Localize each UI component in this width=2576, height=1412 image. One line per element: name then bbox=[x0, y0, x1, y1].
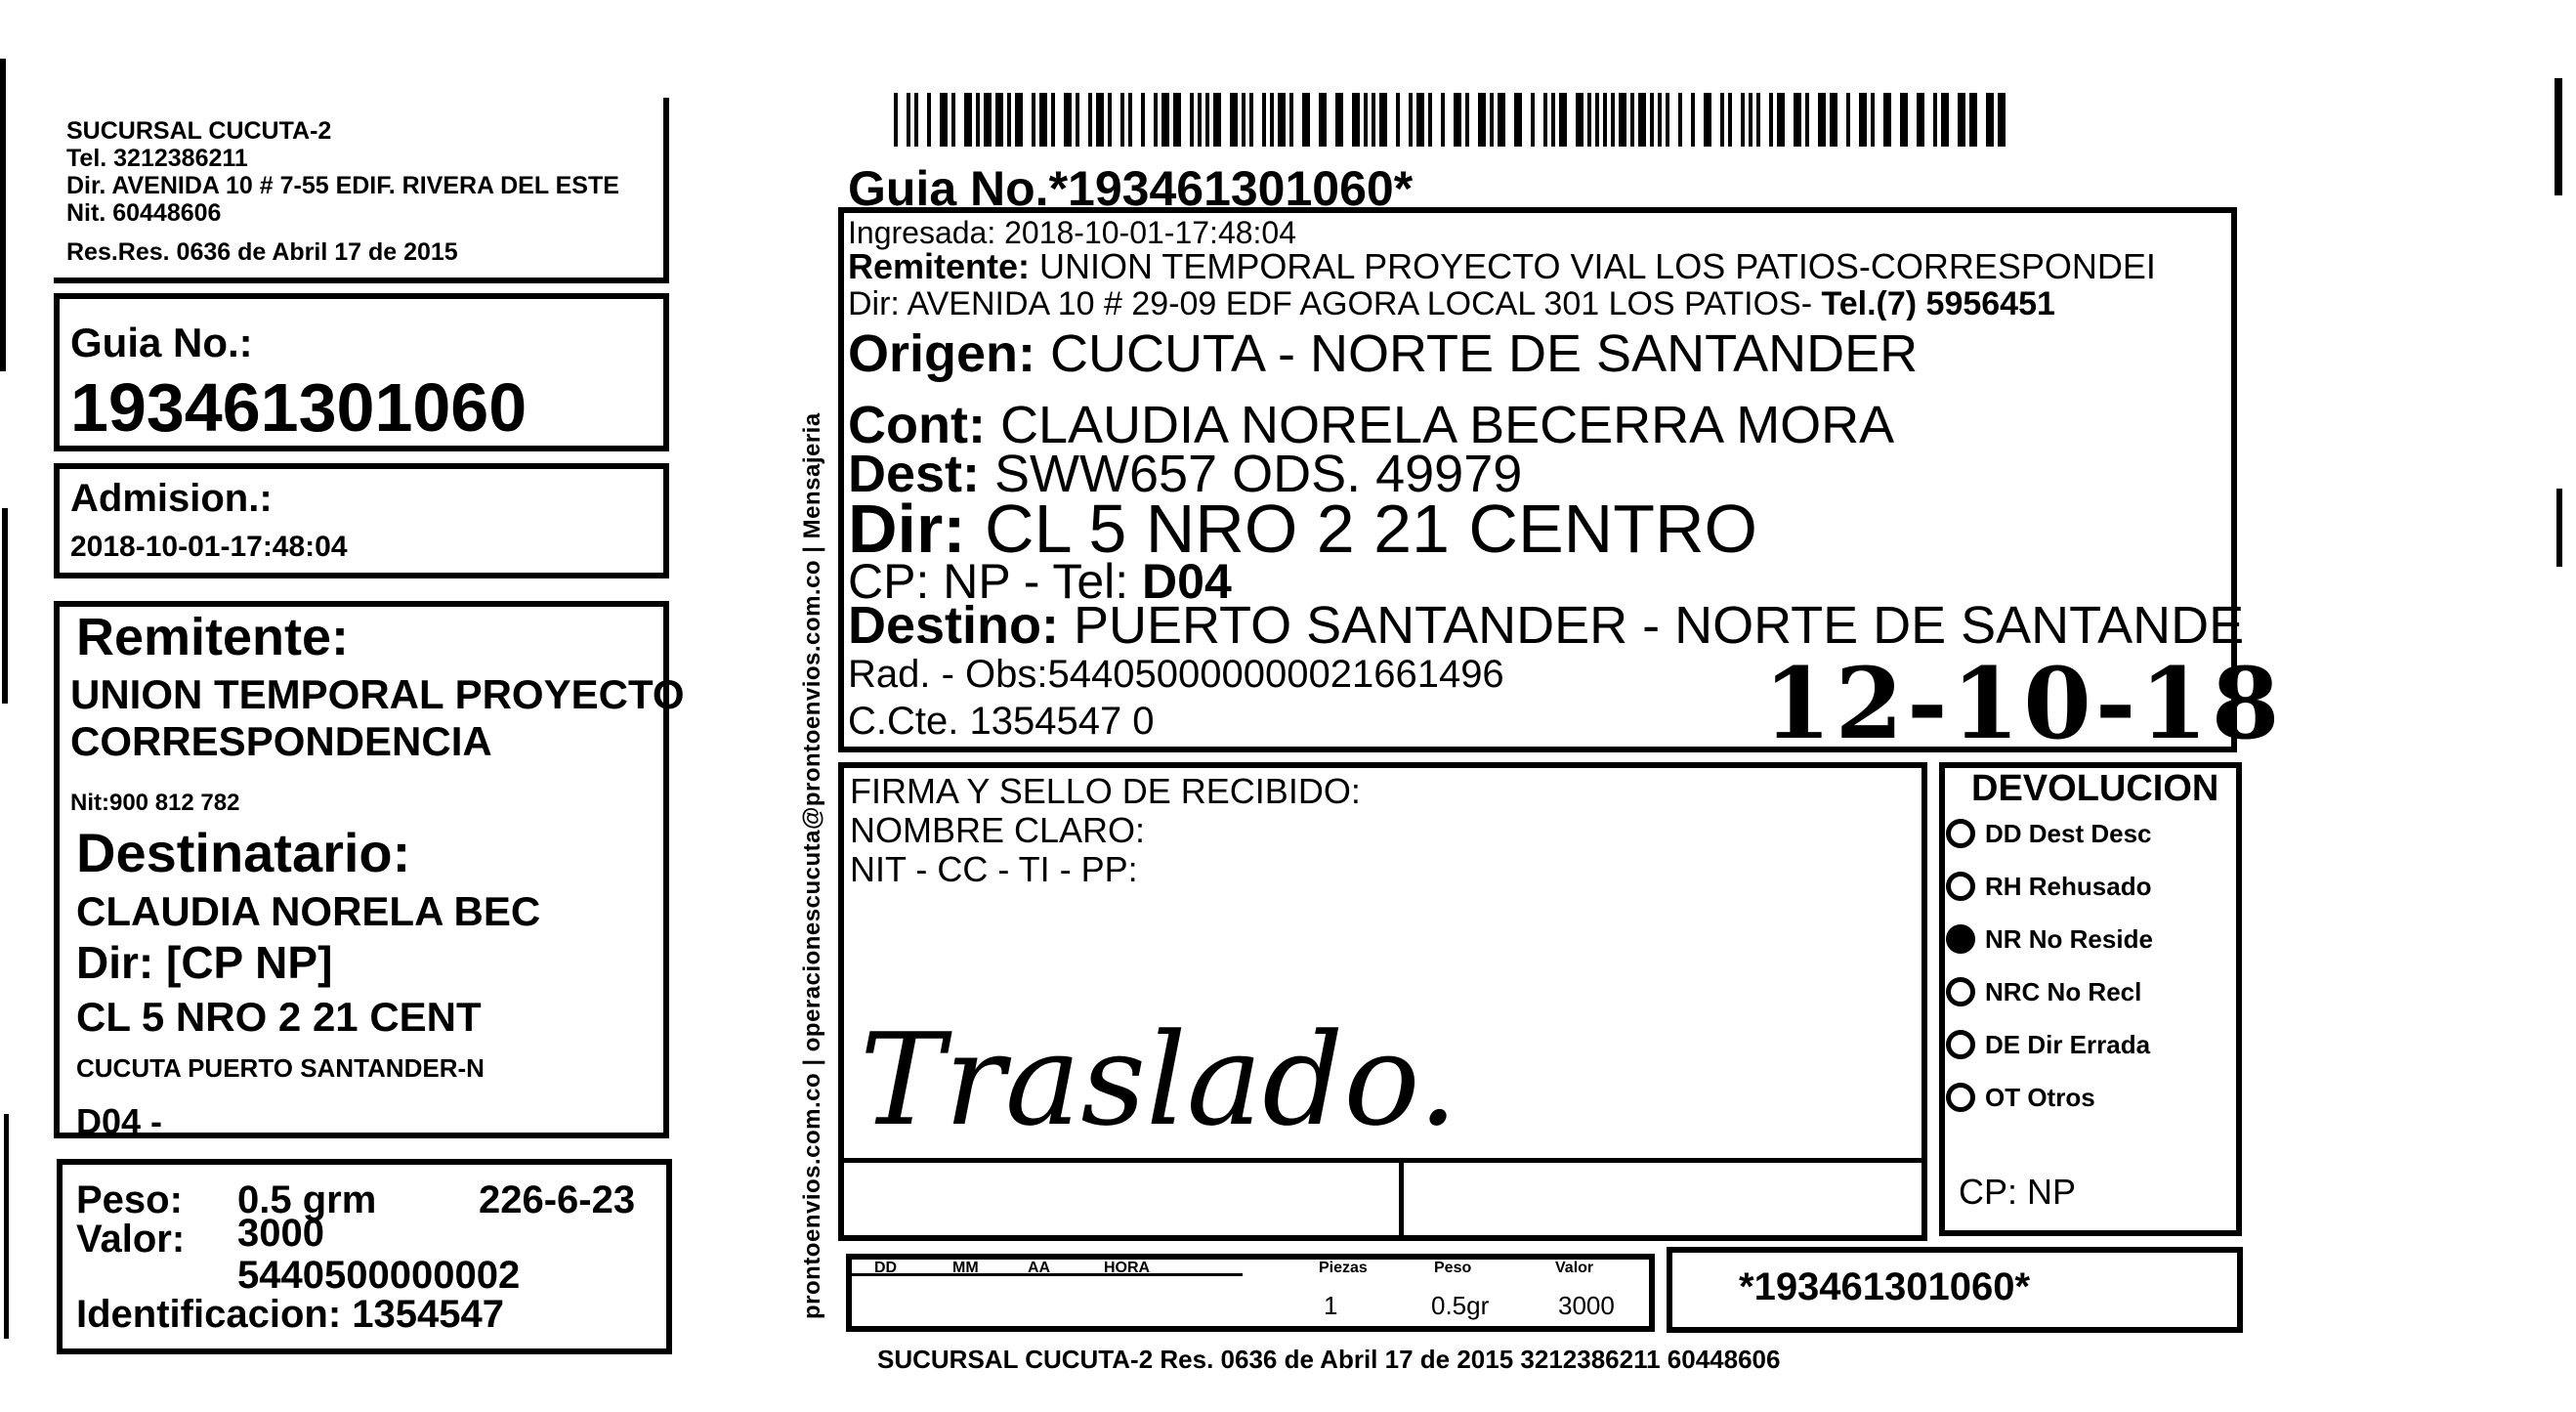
devolucion-option-label: NRC No Recl bbox=[1985, 977, 2142, 1006]
devolucion-radio bbox=[1946, 872, 1975, 901]
scan-edge-right bbox=[2555, 78, 2564, 664]
admision-label: Admision.: bbox=[70, 477, 273, 520]
table-header-dd: DD bbox=[874, 1260, 898, 1276]
destinatario-dir: Dir: [CP NP] bbox=[76, 937, 333, 988]
devolucion-option-label: RH Rehusado bbox=[1985, 872, 2152, 901]
dest-label: Dest: bbox=[848, 445, 981, 503]
remitente-label: Remitente: bbox=[76, 608, 350, 666]
peso-label: Peso: bbox=[76, 1178, 183, 1221]
destinatario-name: CLAUDIA NORELA BEC bbox=[76, 888, 541, 934]
table-header-piezas: Piezas bbox=[1319, 1260, 1368, 1276]
devolucion-title: DEVOLUCION bbox=[1971, 768, 2219, 809]
dest-value: SWW657 ODS. 49979 bbox=[980, 445, 1523, 503]
table-peso-value: 0.5gr bbox=[1431, 1291, 1490, 1320]
remitente-line1: UNION TEMPORAL PROYECTO bbox=[70, 671, 685, 717]
guia-label: Guia No.: bbox=[70, 320, 253, 365]
remitente-label-main: Remitente: bbox=[848, 249, 1031, 284]
firma-split-divider bbox=[1399, 1158, 1404, 1238]
origen-label: Origen: bbox=[848, 324, 1036, 383]
origen-row bbox=[848, 324, 1919, 383]
main-guia-title: Guia No.*193461301060* bbox=[848, 161, 1414, 216]
guia-number: 193461301060 bbox=[70, 369, 528, 446]
dir-remitente-row bbox=[848, 287, 2233, 321]
peso-value: 0.5 grm bbox=[237, 1178, 377, 1221]
devolucion-radio bbox=[1946, 1030, 1975, 1059]
destinatario-address: CL 5 NRO 2 21 CENT bbox=[76, 994, 482, 1040]
peso-ref: 5440500000002 bbox=[237, 1254, 521, 1297]
destinatario-label: Destinatario: bbox=[76, 822, 411, 883]
identificacion: Identificacion: 1354547 bbox=[76, 1293, 504, 1336]
table-valor-value: 3000 bbox=[1558, 1291, 1615, 1320]
remitente-row bbox=[848, 249, 2233, 284]
cont-row bbox=[848, 396, 1895, 454]
branch-name: SUCURSAL CUCUTA-2 bbox=[66, 117, 332, 145]
table-header-mm: MM bbox=[952, 1260, 979, 1276]
table-header-aa: AA bbox=[1028, 1260, 1051, 1276]
branch-resolution: Res.Res. 0636 de Abril 17 de 2015 bbox=[66, 238, 458, 266]
table-header-valor: Valor bbox=[1555, 1260, 1594, 1276]
peso-code: 226-6-23 bbox=[479, 1178, 636, 1221]
destinatario-city: CUCUTA PUERTO SANTANDER-N bbox=[76, 1053, 485, 1083]
admision-value: 2018-10-01-17:48:04 bbox=[70, 531, 348, 563]
footer-text: SUCURSAL CUCUTA-2 Res. 0636 de Abril 17 de 2015 3212386211 60448606 bbox=[877, 1345, 1781, 1374]
cont-value: CLAUDIA NORELA BECERRA MORA bbox=[985, 396, 1895, 454]
origen-value: CUCUTA - NORTE DE SANTANDER bbox=[1035, 324, 1919, 383]
handwritten-traslado: Traslado. bbox=[860, 1006, 1458, 1154]
remitente-line2: CORRESPONDENCIA bbox=[70, 718, 492, 764]
ingresada: Ingresada: 2018-10-01-17:48:04 bbox=[848, 215, 1297, 250]
firma-bottom-divider bbox=[844, 1158, 1924, 1163]
devolucion-option-label: DE Dir Errada bbox=[1985, 1030, 2151, 1059]
devolucion-radio bbox=[1946, 977, 1975, 1006]
destinatario-phone: D04 - bbox=[76, 1101, 163, 1141]
table-header-hora: HORA bbox=[1104, 1260, 1151, 1276]
devolucion-radio bbox=[1946, 819, 1975, 848]
guia-code: *193461301060* bbox=[1739, 1265, 2031, 1308]
c-cte: C.Cte. 1354547 0 bbox=[848, 700, 1155, 743]
remitente-value-main: UNION TEMPORAL PROYECTO VIAL LOS PATIOS-CORRESPONDEI bbox=[1030, 249, 2156, 284]
firma-line2: NOMBRE CLARO: bbox=[850, 810, 1146, 850]
table-piezas-value: 1 bbox=[1324, 1291, 1338, 1320]
destino-row bbox=[848, 599, 2279, 652]
cont-label: Cont: bbox=[848, 396, 986, 454]
dir-value: CL 5 NRO 2 21 CENTRO bbox=[965, 491, 1757, 567]
cp-value: D04 bbox=[1128, 554, 1232, 609]
handwritten-date: 12-10-18 bbox=[1763, 646, 2284, 761]
devolucion-radio bbox=[1946, 1083, 1975, 1112]
dir-label: Dir: bbox=[848, 491, 966, 567]
branch-nit: Nit. 60448606 bbox=[66, 199, 222, 227]
firma-line1: FIRMA Y SELLO DE RECIBIDO: bbox=[850, 771, 1361, 811]
devolucion-option-label: OT Otros bbox=[1985, 1083, 2095, 1112]
branch-address: Dir. AVENIDA 10 # 7-55 EDIF. RIVERA DEL ESTE bbox=[66, 172, 619, 199]
dir-remitente-tel: Tel.(7) 5956451 bbox=[1821, 287, 2055, 321]
devolucion-option-label: DD Dest Desc bbox=[1985, 819, 2152, 848]
table-header-peso: Peso bbox=[1434, 1260, 1472, 1276]
valor-label: Valor: bbox=[76, 1218, 186, 1261]
firma-line3: NIT - CC - TI - PP: bbox=[850, 849, 1138, 889]
dir-remitente: Dir: AVENIDA 10 # 29-09 EDF AGORA LOCAL 301 LOS PATIOS- bbox=[848, 287, 1813, 321]
dir-row bbox=[848, 491, 1757, 567]
devolucion-cp: CP: NP bbox=[1959, 1172, 2077, 1212]
devolucion-radio bbox=[1946, 924, 1975, 954]
cp-label: CP: NP - Tel: bbox=[848, 554, 1129, 609]
rad-obs: Rad. - Obs:544050000000021661496 bbox=[848, 653, 1504, 696]
side-contact-text: prontoenvios.com.co | operacionescucuta@prontoenvios.com.co | Mensajeria bbox=[799, 412, 825, 1319]
valor-value: 3000 bbox=[237, 1212, 324, 1255]
scan-edge-left bbox=[0, 0, 14, 1412]
destino-value: PUERTO SANTANDER - NORTE DE SANTANDE bbox=[1059, 599, 2245, 652]
barcode-top bbox=[894, 93, 2017, 147]
devolucion-option-label: NR No Reside bbox=[1985, 924, 2153, 954]
remitente-nit: Nit:900 812 782 bbox=[70, 790, 240, 816]
destino-label: Destino: bbox=[848, 599, 1059, 652]
branch-phone: Tel. 3212386211 bbox=[66, 145, 248, 172]
